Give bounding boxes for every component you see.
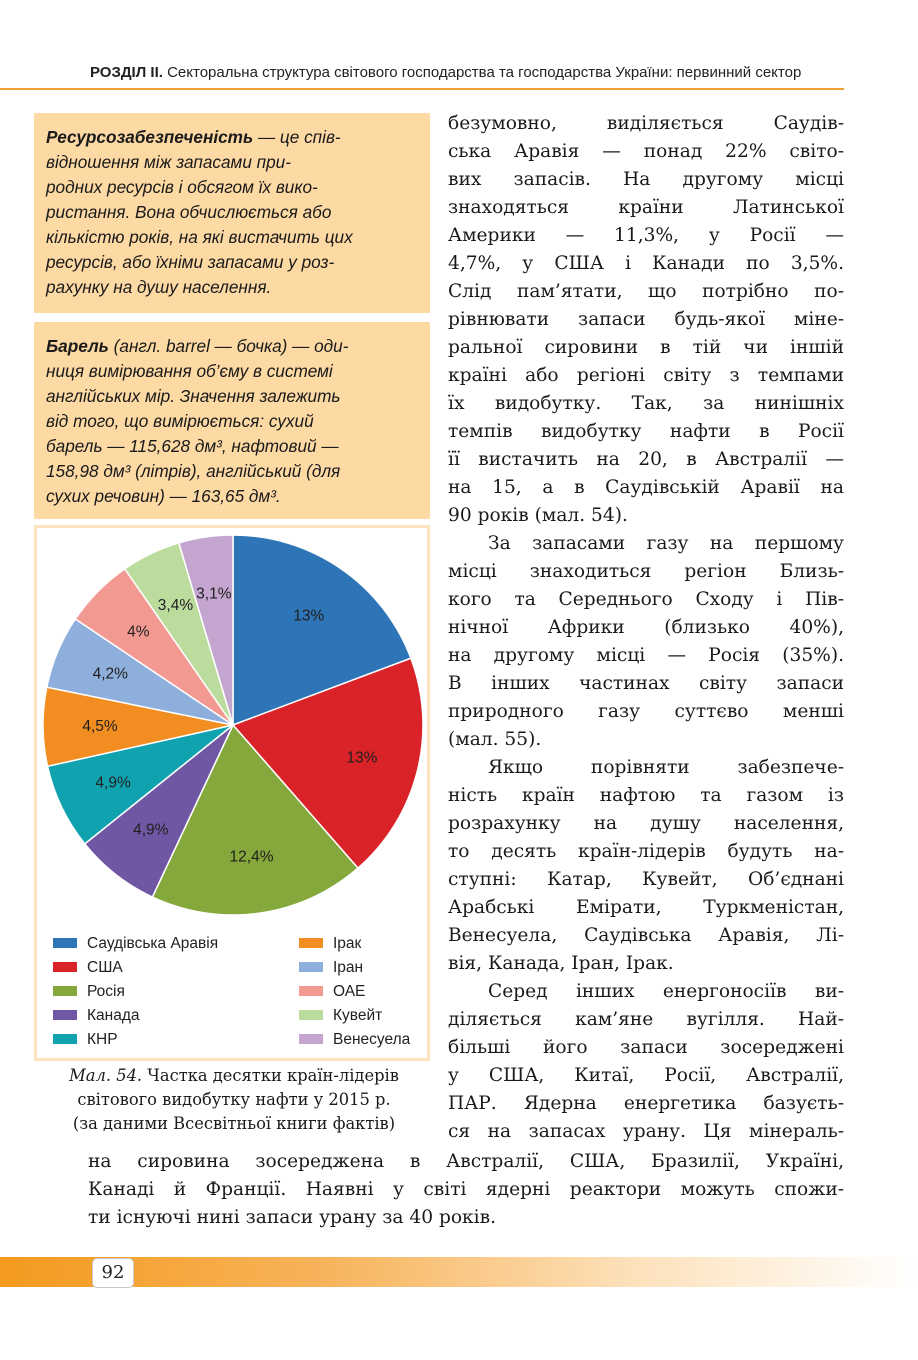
text-line: Серед інших енергоносіїв ви- (488, 981, 844, 1002)
slice-label: 12,4% (229, 848, 274, 866)
text-line: ність країн нафтою та газом із (448, 785, 844, 806)
legend-swatch (299, 938, 323, 948)
text-line: на сировина зосереджена в Австралії, США, Бразилії, Україні, (88, 1151, 844, 1172)
text-line: Слід пам’ятати, що потрібно по- (448, 281, 844, 302)
text-line: то десять країн-лідерів будуть на- (448, 841, 844, 862)
text-line: розрахунку на душу населення, (448, 813, 844, 834)
legend-item (299, 1028, 410, 1052)
slice-label: 13% (293, 607, 325, 625)
pie-chart-figure (34, 525, 430, 1061)
legend-label: КНР (87, 1031, 118, 1048)
legend-label: Росія (87, 983, 125, 1000)
text-line: 90 років (мал. 54). (448, 505, 628, 526)
legend-item (53, 1028, 218, 1052)
text-line: темпів видобутку нафти в Росії (448, 421, 844, 442)
legend-swatch (53, 1034, 77, 1044)
legend-label: Ірак (333, 935, 362, 952)
legend-swatch (53, 1010, 77, 1020)
text-line: ська Аравія — понад 22% світо- (448, 141, 844, 162)
legend-swatch (299, 1010, 323, 1020)
figure-caption: Мал. 54. Частка десятки країн-лідерів світового видобутку нафти у 2015 р. (за даними Всесвітньої книги фактів) (69, 1066, 399, 1133)
text-line: безумовно, виділяється Саудів- (448, 113, 844, 134)
pie-chart (37, 528, 427, 928)
text-line: За запасами газу на першому (488, 533, 844, 554)
slice-label: 3,1% (196, 585, 232, 603)
legend-item (299, 956, 410, 980)
slice-label: 3,4% (157, 597, 194, 615)
text-line: рівнювати запаси будь-якої міне- (448, 309, 844, 330)
text-line: кого та Середнього Сходу і Пів- (448, 589, 844, 610)
header-title: Секторальна структура світового господарства та господарства України: первинний сектор (167, 64, 802, 81)
caption-label: Мал. 54. (69, 1066, 143, 1085)
legend-item (53, 1004, 218, 1028)
text-line: Арабські Емірати, Туркменістан, (448, 897, 844, 918)
text-line: ступні: Катар, Кувейт, Об’єднані (448, 869, 844, 890)
text-line: на 15, а в Саудівській Аравії на (448, 477, 844, 498)
text-line: Якщо порівняти забезпече- (488, 757, 844, 778)
legend-swatch (53, 962, 77, 972)
slice-label: 13% (346, 749, 378, 767)
legend-label: Іран (333, 959, 364, 976)
slice-label: 4,9% (133, 821, 169, 839)
text-line: їх видобутку. Так, за нинішніх (448, 393, 844, 414)
definition-term: Барель (46, 336, 109, 356)
footer-bar (0, 1257, 918, 1287)
section-label: РОЗДІЛ ІІ. (90, 64, 163, 81)
text-line: (мал. 55). (448, 729, 542, 750)
definition-term: Ресурсозабезпеченість (46, 127, 254, 147)
legend-item (299, 1004, 410, 1028)
definition-box-resource-availability: Ресурсозабезпеченість — це спів- відношення між запасами при- родних ресурсів і обсягом їх вико- ристання. Вона обчислюється або кількістю років, на які вистачить цих ресурсів, або їхніми запасами у роз- рахунку на душу населення. (34, 113, 430, 313)
body-text-right-column (448, 110, 844, 1146)
text-line: В інших частинах світу запаси (448, 673, 844, 694)
text-line: ся на запасах урану. Ця мінераль- (448, 1121, 844, 1142)
legend-swatch (299, 986, 323, 996)
legend-swatch (299, 962, 323, 972)
text-line: ральної сировини в тій чи іншій (448, 337, 844, 358)
text-line: ПАР. Ядерна енергетика базуєть- (448, 1093, 844, 1114)
text-line: її вистачить на 20, в Австралії — (448, 449, 844, 470)
text-line: місці знаходиться регіон Близь- (448, 561, 844, 582)
text-line: країні або регіоні світу з темпами (448, 365, 844, 386)
text-line: діляється кам’яне вугілля. Най- (448, 1009, 844, 1030)
slice-label: 4,9% (95, 774, 131, 792)
text-line: у США, Китаї, Росії, Австралії, (448, 1065, 844, 1086)
legend-item (299, 980, 410, 1004)
legend-swatch (53, 986, 77, 996)
legend-label: Канада (87, 1007, 140, 1024)
page-number: 92 (92, 1258, 134, 1288)
text-line: на другому місці — Росія (35%). (448, 645, 844, 666)
legend-label: Венесуела (333, 1031, 411, 1048)
legend-item (53, 956, 218, 980)
header-rule (0, 88, 844, 90)
legend-swatch (53, 938, 77, 948)
legend-label: Кувейт (333, 1007, 383, 1024)
legend-label: США (87, 959, 123, 976)
legend-item (299, 932, 410, 956)
legend-column (53, 932, 218, 1052)
running-header (90, 64, 844, 81)
slice-label: 4% (127, 623, 150, 641)
legend-label: ОАЕ (333, 983, 366, 1000)
definition-box-barrel: Барель (англ. barrel — бочка) — оди- ниця вимірювання об’єму в системі англійських мір. Значення залежить від того, що вимірюється: сухий барель — 115,628 дм³, нафтовий — 158,98 дм³ (літрів), англійський (для сухих речовин) — 163,65 дм³. (34, 322, 430, 519)
legend-label: Саудівська Аравія (87, 935, 219, 952)
text-line: природного газу суттєво менші (448, 701, 844, 722)
text-line: 4,7%, у США і Канади по 3,5%. (448, 253, 844, 274)
text-line: вія, Канада, Іран, Ірак. (448, 953, 674, 974)
text-line: Канаді й Франції. Наявні у світі ядерні реактори можуть спожи- (88, 1179, 844, 1200)
text-line: Америки — 11,3%, у Росії — (448, 225, 844, 246)
slice-label: 4,5% (82, 718, 118, 736)
legend-column (299, 932, 410, 1052)
body-text-bottom (88, 1148, 844, 1232)
text-line: вих запасів. На другому місці (448, 169, 844, 190)
text-line: ти існуючі нині запаси урану за 40 років. (88, 1207, 497, 1228)
legend-swatch (299, 1034, 323, 1044)
slice-label: 4,2% (92, 665, 128, 683)
text-line: знаходяться країни Латинської (448, 197, 844, 218)
text-line: нічної Африки (близько 40%), (448, 617, 844, 638)
text-line: більші його запаси зосереджені (448, 1037, 844, 1058)
text-line: Венесуела, Саудівська Аравія, Лі- (448, 925, 844, 946)
legend-item (53, 932, 218, 956)
legend-item (53, 980, 218, 1004)
